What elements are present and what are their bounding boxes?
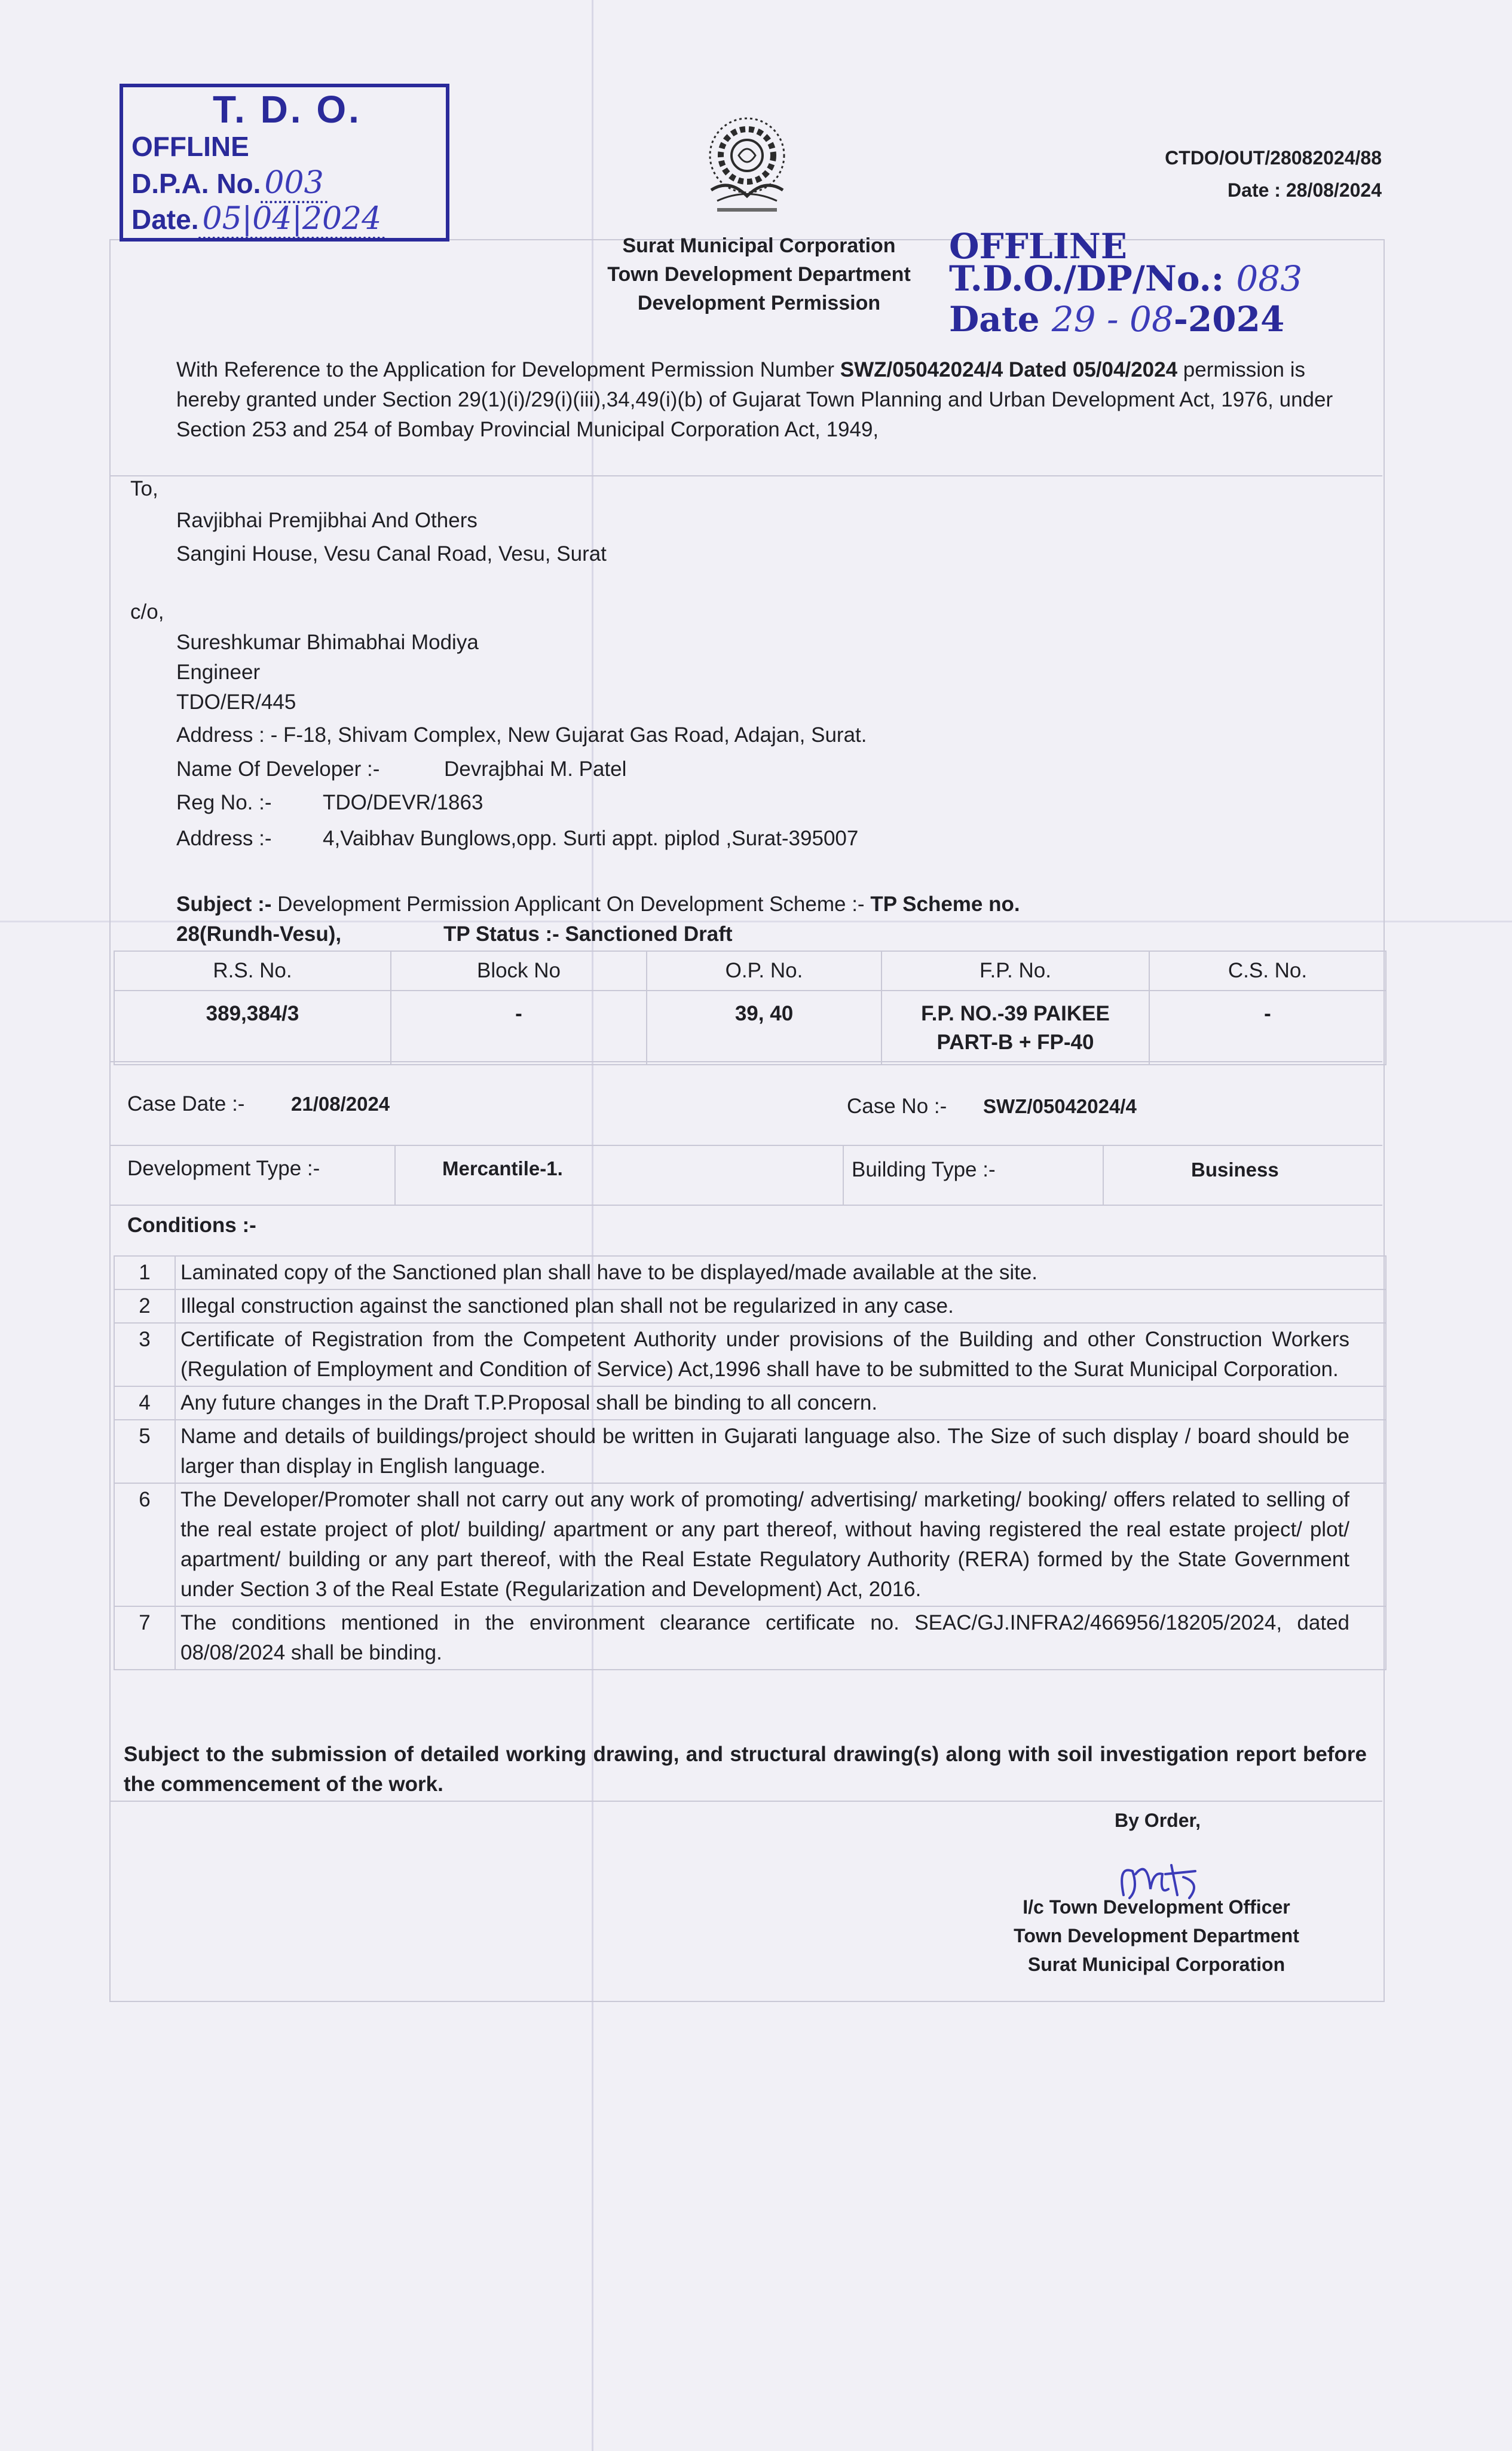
building-type: Business [1191, 1159, 1279, 1181]
owner-name: Ravjibhai Premjibhai And Others [176, 509, 478, 532]
subject-scheme-name: 28(Rundh-Vesu), [176, 922, 342, 946]
case-no-label: Case No :- [847, 1095, 947, 1118]
value-cs-no: - [1149, 991, 1386, 1065]
divider [843, 1145, 844, 1205]
document-frame [109, 239, 1385, 2002]
header-op-no: O.P. No. [647, 951, 882, 991]
dp-number-label: T.D.O./DP/No.: [949, 258, 1225, 299]
reference-text-1: With Reference to the Application for Development Permission Number [176, 358, 840, 381]
stamp-date-label: Date. [131, 204, 199, 235]
divider [109, 1145, 1382, 1146]
condition-text: Any future changes in the Draft T.P.Proposal shall be binding to all concern. [175, 1386, 1386, 1420]
case-no: SWZ/05042024/4 [983, 1095, 1137, 1117]
divider [109, 1061, 1382, 1062]
case-date: 21/08/2024 [291, 1093, 390, 1115]
dp-number-line [949, 258, 1302, 299]
table-row [114, 1323, 1386, 1386]
divider [394, 1145, 396, 1205]
value-rs-no: 389,384/3 [114, 991, 391, 1065]
building-type-label: Building Type :- [852, 1158, 996, 1181]
development-type-label: Development Type :- [127, 1157, 320, 1180]
header-block-no: Block No [391, 951, 647, 991]
value-op-no: 39, 40 [647, 991, 882, 1065]
dp-date-year: -2024 [1173, 299, 1285, 340]
dp-date-line [949, 299, 1284, 340]
condition-text: Certificate of Registration from the Competent Authority under provisions of the Building and other Construction Workers (Regulation of Employment and Condition of Service) Act,1996 shall have to be submitted to the Surat Municipal Corporation. [175, 1323, 1386, 1386]
developer-address-label: Address :- [176, 827, 272, 850]
tdo-offline-stamp [120, 84, 449, 242]
reference-text-2: permission is hereby granted under Section 29(1)(i)/29(i)(iii),34,49(i)(b) of Gujarat Town Planning and Urban Development Act, 1976, under Section 253 and 254 of Bombay Provincial Municipal Corporation Act, 1949, [176, 358, 1333, 441]
case-date-label: Case Date :- [127, 1092, 245, 1116]
stamp-date-line [131, 201, 385, 237]
ref-number: CTDO/OUT/28082024/88 [1165, 147, 1382, 169]
value-fp-no: F.P. NO.-39 PAIKEE PART-B + FP-40 [882, 991, 1149, 1065]
engineer-address: Address : - F-18, Shivam Complex, New Gujarat Gas Road, Adajan, Surat. [176, 723, 867, 747]
developer-label: Name Of Developer :- [176, 757, 380, 781]
divider [109, 1801, 1382, 1802]
developer-reg-no: TDO/DEVR/1863 [323, 791, 483, 814]
condition-text: Illegal construction against the sanctioned plan shall not be regularized in any case. [175, 1289, 1386, 1323]
stamp-dpa-label: D.P.A. No. [131, 168, 261, 199]
subject-text: Development Permission Applicant On Development Scheme :- [271, 893, 871, 916]
condition-text: The conditions mentioned in the environment clearance certificate no. SEAC/GJ.INFRA2/466956/18205/2024, dated 08/08/2024 shall be binding. [175, 1606, 1386, 1670]
condition-text: The Developer/Promoter shall not carry out any work of promoting/ advertising/ marketing/ booking/ offers related to selling of the real estate project of plot/ building/ apartment or any part thereof, without having registered the real estate project/ plot/ apartment/ building or any part thereof, with the Real Estate Regulatory Authority (RERA) formed by the State Government under Section 3 of the Real Estate (Regularization and Development) Act, 2016. [175, 1483, 1386, 1606]
table-row [114, 991, 1386, 1065]
table-row [114, 951, 1386, 991]
engineer-reg: TDO/ER/445 [176, 690, 296, 714]
dp-date-label: Date [949, 299, 1040, 340]
signatory-dept: Town Development Department [1014, 1925, 1299, 1946]
condition-number: 5 [114, 1420, 175, 1483]
ref-date: Date : 28/08/2024 [1228, 179, 1382, 201]
stamp-dpa-number: 003 [261, 165, 327, 203]
by-order: By Order, [1115, 1810, 1201, 1831]
developer-address: 4,Vaibhav Bunglows,opp. Surti appt. piplod ,Surat-395007 [323, 827, 859, 850]
table-row [114, 1289, 1386, 1323]
condition-number: 6 [114, 1483, 175, 1606]
header-rs-no: R.S. No. [114, 951, 391, 991]
header-cs-no: C.S. No. [1149, 951, 1386, 991]
developer-name: Devrajbhai M. Patel [444, 757, 627, 781]
condition-number: 1 [114, 1256, 175, 1289]
submission-note: Subject to the submission of detailed working drawing, and structural drawing(s) along with soil investigation report before the commencement of the work. [124, 1743, 1367, 1796]
dp-date-handwritten: 29 - 08 [1051, 299, 1174, 340]
table-row [114, 1420, 1386, 1483]
header-dept: Town Development Department [607, 263, 911, 286]
signatory-org: Surat Municipal Corporation [1027, 1954, 1285, 1975]
dp-offline-stamp: OFFLINE [949, 226, 1128, 267]
owner-address: Sangini House, Vesu Canal Road, Vesu, Surat [176, 542, 607, 566]
table-row [114, 1256, 1386, 1289]
condition-text: Laminated copy of the Sanctioned plan shall have to be displayed/made available at the site. [175, 1256, 1386, 1289]
value-block-no: - [391, 991, 647, 1065]
stamp-title: T. D. O. [213, 88, 362, 131]
conditions-table [114, 1255, 1386, 1670]
plot-details-table [114, 951, 1386, 1065]
reference-application-no: SWZ/05042024/4 Dated 05/04/2024 [840, 358, 1178, 381]
signatory-title: I/c Town Development Officer [1023, 1896, 1290, 1918]
developer-reg-label: Reg No. :- [176, 791, 272, 814]
header-fp-no: F.P. No. [882, 951, 1149, 991]
condition-text: Name and details of buildings/project should be written in Gujarati language also. The Size of such display / board should be larger than display in English language. [175, 1420, 1386, 1483]
subject-line [176, 890, 1020, 919]
stamp-offline: OFFLINE [131, 131, 249, 162]
to-label: To, [130, 477, 158, 500]
divider [109, 1205, 1382, 1206]
development-type: Mercantile-1. [442, 1157, 563, 1179]
header-org: Surat Municipal Corporation [622, 234, 896, 257]
divider [109, 475, 1382, 476]
reference-paragraph [176, 355, 1372, 445]
subject-label: Subject :- [176, 893, 272, 916]
stamp-dpa-line [131, 165, 328, 201]
header-doc-type: Development Permission [637, 292, 881, 314]
engineer-name: Sureshkumar Bhimabhai Modiya [176, 631, 479, 654]
divider [1103, 1145, 1104, 1205]
condition-number: 2 [114, 1289, 175, 1323]
engineer-role: Engineer [176, 661, 261, 684]
subject-scheme: TP Scheme no. [870, 893, 1020, 916]
table-row [114, 1386, 1386, 1420]
smc-emblem-icon [687, 106, 807, 220]
subject-tp-status: TP Status :- Sanctioned Draft [443, 922, 733, 946]
table-row [114, 1606, 1386, 1670]
table-row [114, 1483, 1386, 1606]
condition-number: 4 [114, 1386, 175, 1420]
condition-number: 7 [114, 1606, 175, 1670]
co-label: c/o, [130, 600, 164, 624]
dp-number-value: 083 [1236, 258, 1303, 299]
conditions-heading: Conditions :- [127, 1214, 256, 1237]
condition-number: 3 [114, 1323, 175, 1386]
stamp-date-value: 05|04|2024 [198, 201, 385, 239]
